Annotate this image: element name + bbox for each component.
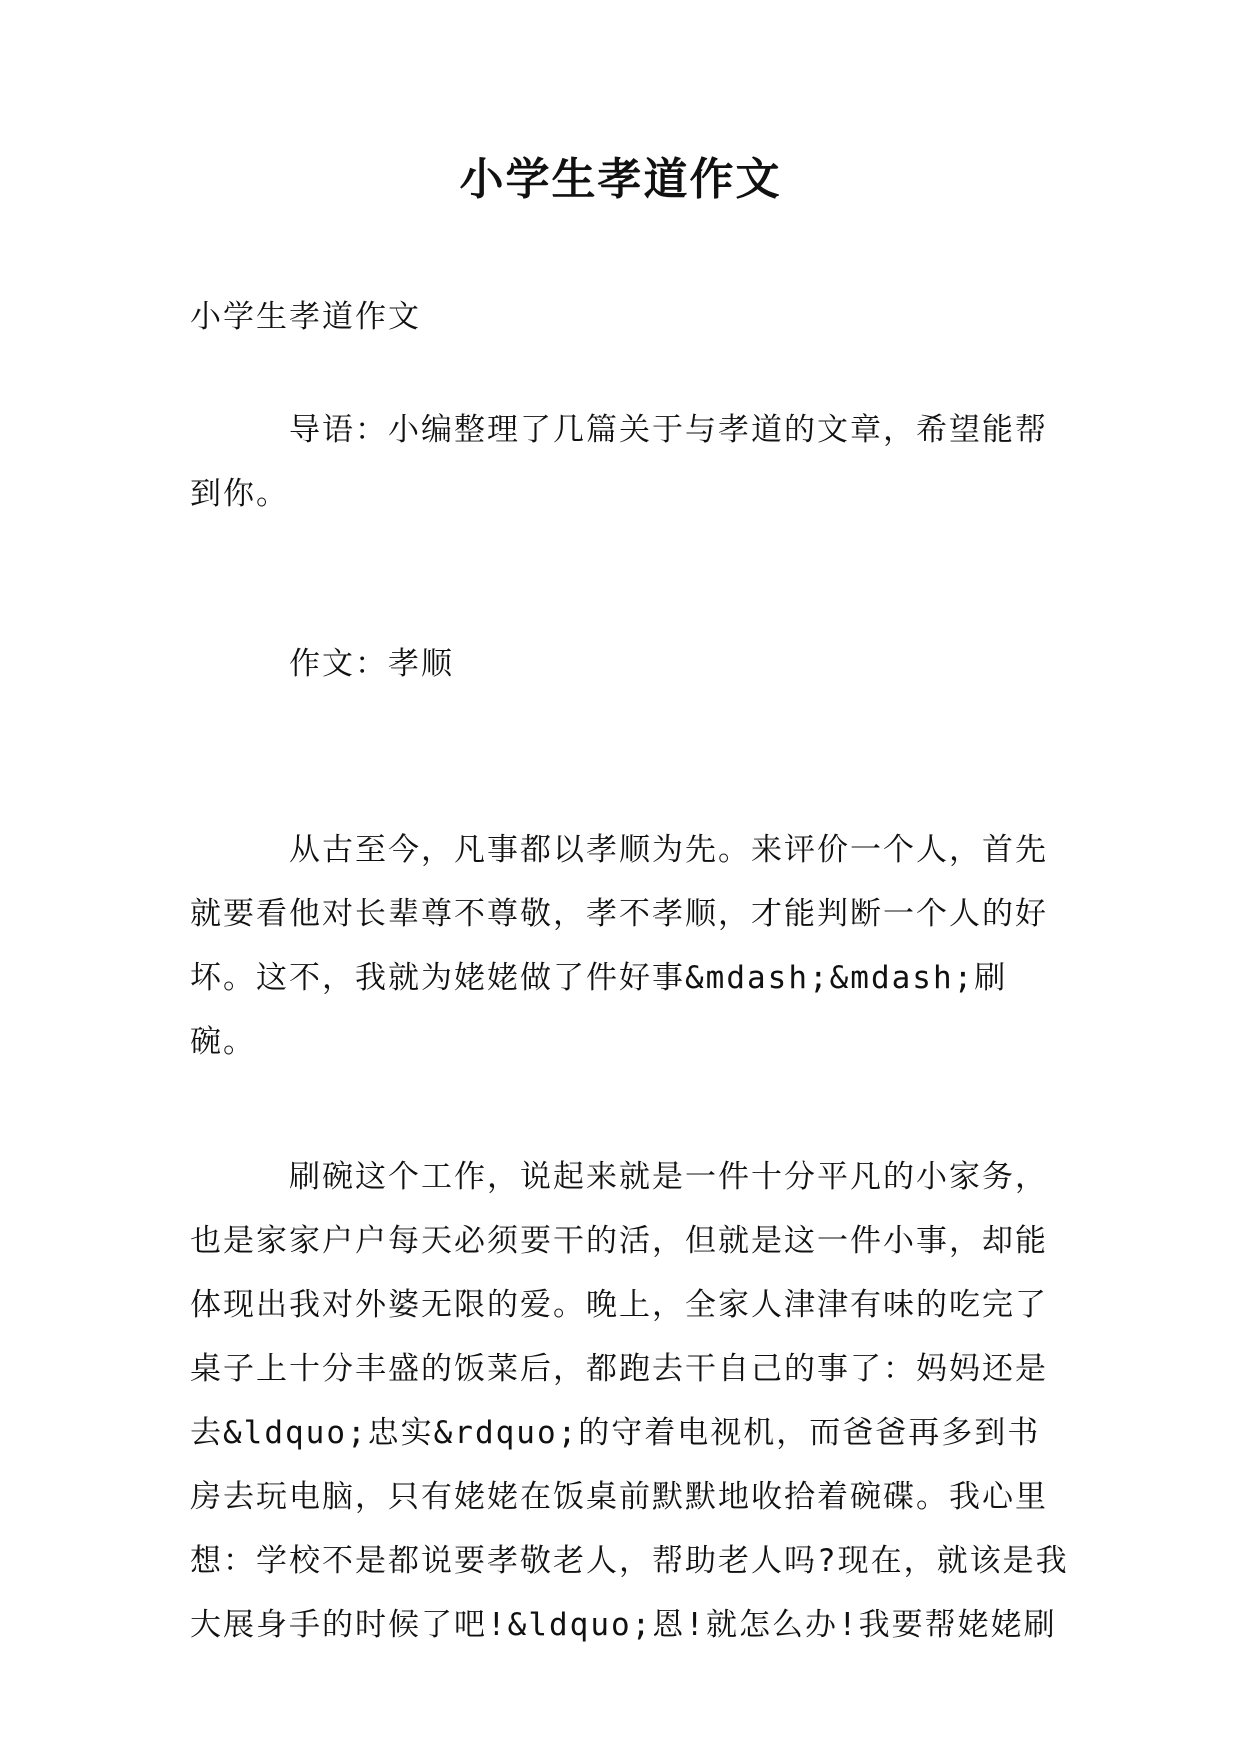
body-paragraph-1: 从古至今，凡事都以孝顺为先。来评价一个人，首先就要看他对长辈尊不尊敬，孝不孝顺，才能判断一个人的好坏。这不，我就为姥姥做了件好事&mdash;&mdash;刷碗。: [190, 832, 1048, 1060]
document-subtitle: 小学生孝道作文: [190, 299, 421, 335]
body-paragraph-2: 刷碗这个工作，说起来就是一件十分平凡的小家务，也是家家户户每天必须要干的活，但就是这一件小事，却能体现出我对外婆无限的爱。晚上，全家人津津有味的吃完了桌子上十分丰盛的饭菜后，都跑去干自己的事了：妈妈还是去&ldquo;忠实&rdquo;的守着电视机，而爸爸再多到书房去玩电脑，只有姥姥在饭桌前默默地收拾着碗碟。我心里想：学校不是都说要孝敬老人，帮助老人吗?现在，就该是我大展身手的时候了吧!&ldquo;恩!就怎么办!我要帮姥姥刷: [190, 1159, 1069, 1643]
intro-paragraph: 导语：小编整理了几篇关于与孝道的文章，希望能帮到你。: [190, 412, 1048, 512]
section-heading: 作文：孝顺: [190, 646, 454, 682]
document-title: 小学生孝道作文: [459, 154, 782, 205]
